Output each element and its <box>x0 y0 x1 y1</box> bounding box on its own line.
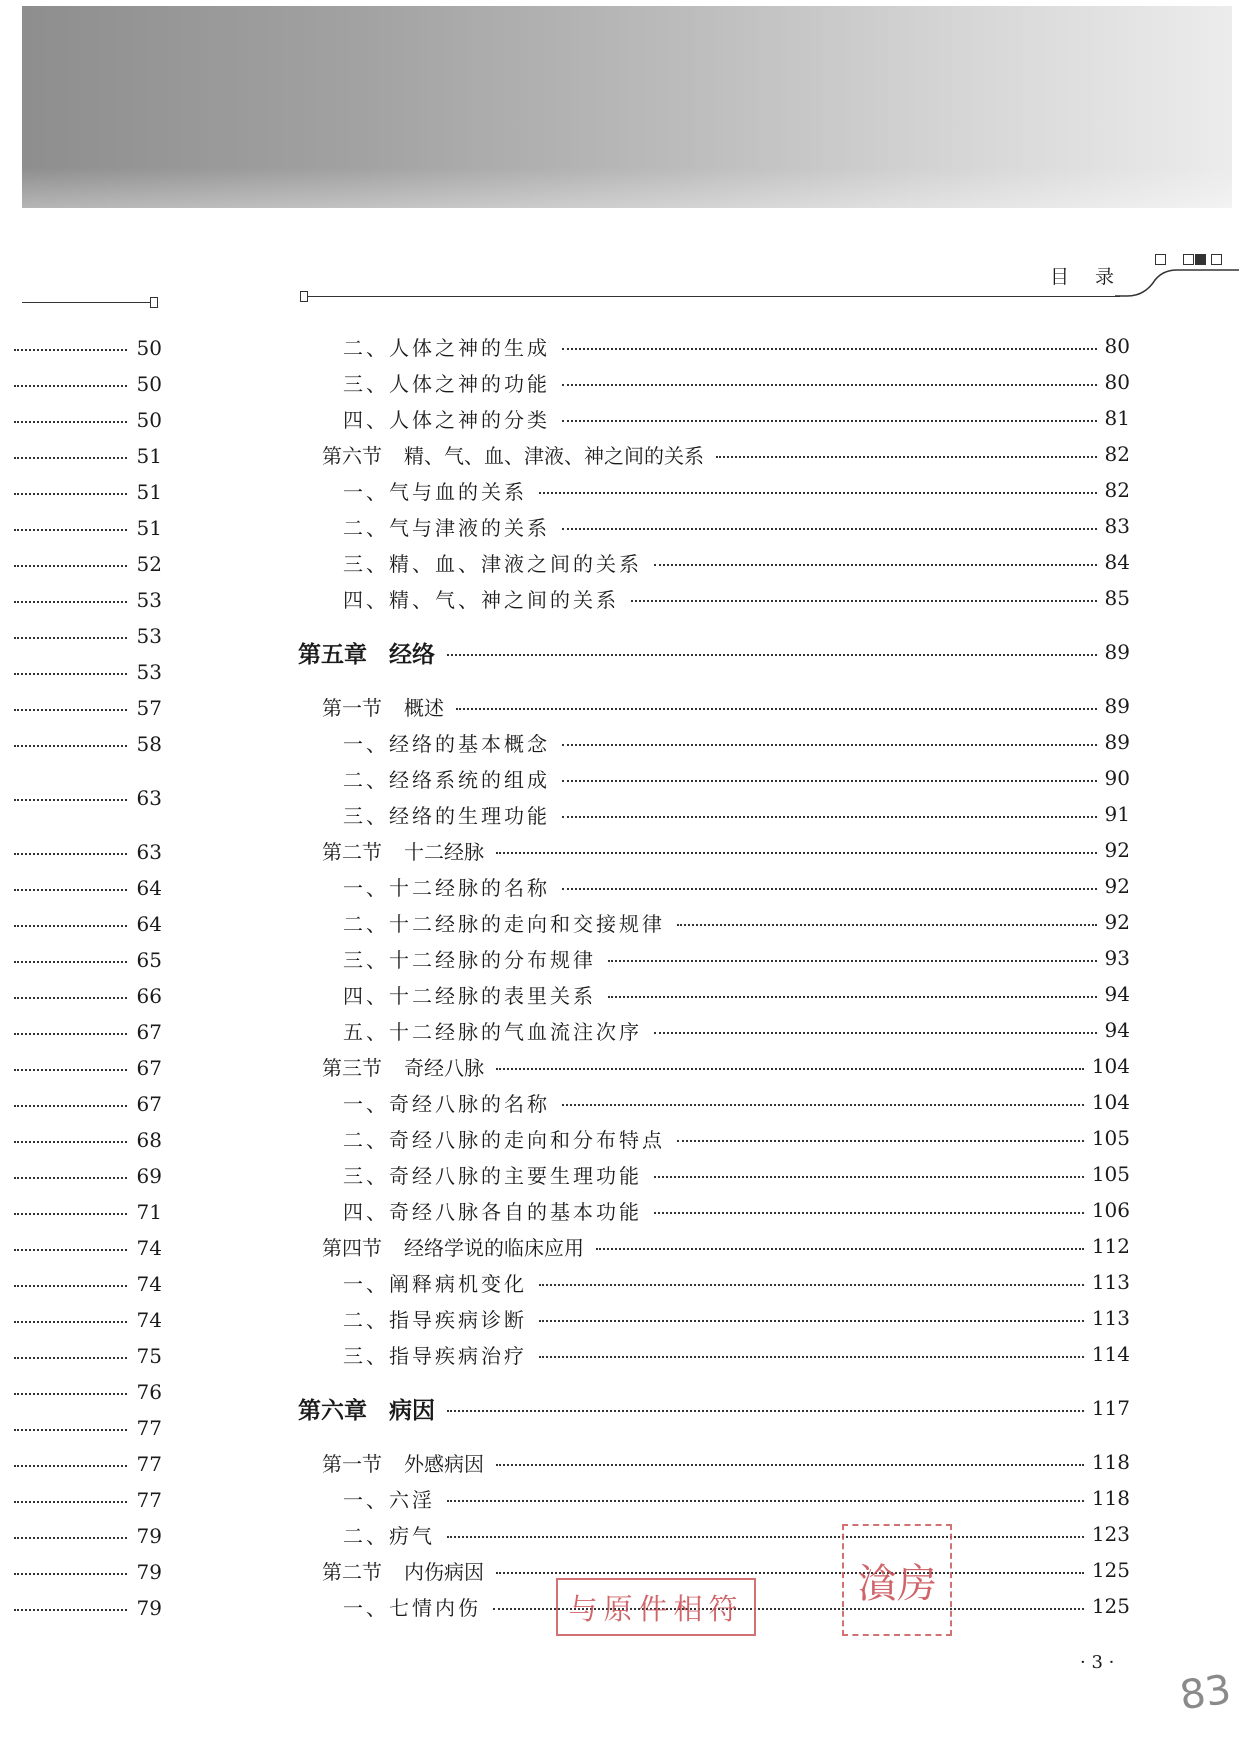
toc-item-title: 二、指导疾病诊断 <box>343 1307 527 1332</box>
toc-item-title: 三、奇经八脉的主要生理功能 <box>343 1163 642 1188</box>
left-page-number: 79 <box>136 1560 162 1584</box>
toc-item-title: 四、人体之神的分类 <box>343 407 550 432</box>
left-page-number: 67 <box>136 1056 162 1080</box>
toc-page-number: 105 <box>1091 1126 1130 1150</box>
left-page-number: 53 <box>136 588 162 612</box>
toc-item <box>343 1483 1130 1513</box>
leader-dots <box>654 1212 1084 1214</box>
left-page-number: 79 <box>136 1524 162 1548</box>
toc-item-title: 二、经络系统的组成 <box>343 767 550 792</box>
toc-item <box>343 871 1130 901</box>
toc-item <box>343 1267 1130 1297</box>
page-number: · 3 · <box>1080 1652 1115 1673</box>
toc-item-title: 三、十二经脉的分布规律 <box>343 947 596 972</box>
toc-chapter-title <box>298 636 435 669</box>
toc-section-number: 第六节 <box>322 443 382 468</box>
toc-item <box>343 1159 1130 1189</box>
left-page-number: 76 <box>136 1380 162 1404</box>
toc-chapter-number: 第六章 <box>298 1397 367 1424</box>
toc-section <box>322 835 1130 865</box>
toc-page-number: 125 <box>1091 1594 1130 1618</box>
toc-page-number: 104 <box>1091 1090 1130 1114</box>
left-page-number: 53 <box>136 624 162 648</box>
toc-page-number: 83 <box>1104 514 1130 538</box>
toc-page-number: 82 <box>1104 442 1130 466</box>
left-page-number: 67 <box>136 1020 162 1044</box>
left-page-number: 75 <box>136 1344 162 1368</box>
toc-item <box>343 763 1130 793</box>
toc-page-number: 94 <box>1104 982 1130 1006</box>
left-page-number: 71 <box>136 1200 162 1224</box>
toc-section <box>322 1447 1130 1477</box>
left-page-number: 63 <box>136 840 162 864</box>
toc-page-number: 113 <box>1091 1270 1130 1294</box>
toc-section <box>322 1231 1130 1261</box>
left-page-number: 74 <box>136 1272 162 1296</box>
toc-item <box>343 547 1130 577</box>
left-page-number: 77 <box>136 1452 162 1476</box>
toc-item <box>343 943 1130 973</box>
left-page-number: 52 <box>136 552 162 576</box>
toc-page-number: 81 <box>1104 406 1130 430</box>
toc-item <box>343 475 1130 505</box>
toc-item-title: 三、人体之神的功能 <box>343 371 550 396</box>
left-page-number: 74 <box>136 1308 162 1332</box>
toc-chapter-name: 经络 <box>389 641 435 668</box>
toc-item <box>343 1519 1130 1549</box>
left-page-number: 58 <box>136 732 162 756</box>
toc-item-title: 一、气与血的关系 <box>343 479 527 504</box>
left-page-number: 63 <box>136 786 162 810</box>
toc-item-title: 二、气与津液的关系 <box>343 515 550 540</box>
leader-dots <box>562 888 1097 890</box>
leader-dots <box>562 780 1097 782</box>
toc-page-number: 125 <box>1091 1558 1130 1582</box>
toc-item-title: 五、十二经脉的气血流注次序 <box>343 1019 642 1044</box>
left-page-number: 51 <box>136 480 162 504</box>
toc-item-title: 一、阐释病机变化 <box>343 1271 527 1296</box>
toc-page-number: 92 <box>1104 838 1130 862</box>
leader-dots <box>608 960 1097 962</box>
toc-page-number: 94 <box>1104 1018 1130 1042</box>
toc-item-title: 四、奇经八脉各自的基本功能 <box>343 1199 642 1224</box>
left-page-number: 51 <box>136 516 162 540</box>
toc-section-number: 第一节 <box>322 1451 382 1476</box>
leader-dots <box>716 456 1097 458</box>
page-title: 目 录 <box>1050 266 1125 288</box>
toc-section-number: 第二节 <box>322 839 382 864</box>
toc-item-title: 二、奇经八脉的走向和分布特点 <box>343 1127 665 1152</box>
left-page-number: 67 <box>136 1092 162 1116</box>
toc-page-number: 104 <box>1091 1054 1130 1078</box>
toc-section-name: 外感病因 <box>404 1451 484 1476</box>
toc-item <box>343 511 1130 541</box>
left-page-number: 74 <box>136 1236 162 1260</box>
left-page-number: 64 <box>136 876 162 900</box>
toc-section-title <box>322 692 444 721</box>
toc-item-title: 二、十二经脉的走向和交接规律 <box>343 911 665 936</box>
toc-page-number: 114 <box>1091 1342 1130 1366</box>
toc-item <box>343 367 1130 397</box>
left-page-number: 53 <box>136 660 162 684</box>
left-page-number: 50 <box>136 372 162 396</box>
toc-item <box>343 1087 1130 1117</box>
toc-section-title <box>322 1448 484 1477</box>
left-page-number: 65 <box>136 948 162 972</box>
toc-page-number: 91 <box>1104 802 1130 826</box>
leader-dots <box>562 1104 1084 1106</box>
left-page-number: 51 <box>136 444 162 468</box>
toc-page-number: 85 <box>1104 586 1130 610</box>
leader-dots <box>496 1068 1084 1070</box>
toc-section <box>322 691 1130 721</box>
toc-page-number: 89 <box>1104 730 1130 754</box>
toc-page-number: 89 <box>1104 640 1130 664</box>
toc-section-name: 内伤病因 <box>404 1559 484 1584</box>
toc-item-title: 四、精、气、神之间的关系 <box>343 587 619 612</box>
toc-section-title <box>322 1232 584 1261</box>
leader-dots <box>539 1356 1084 1358</box>
leader-dots <box>562 744 1097 746</box>
toc-chapter <box>298 1393 1130 1423</box>
toc-chapter <box>298 637 1130 667</box>
leader-dots <box>539 1284 1084 1286</box>
toc-item-title: 三、精、血、津液之间的关系 <box>343 551 642 576</box>
leader-dots <box>677 924 1097 926</box>
toc-page-number: 82 <box>1104 478 1130 502</box>
toc-item-title: 一、经络的基本概念 <box>343 731 550 756</box>
toc-item <box>343 403 1130 433</box>
leader-dots <box>447 1500 1084 1502</box>
toc-item-title: 一、十二经脉的名称 <box>343 875 550 900</box>
leader-dots <box>608 996 1097 998</box>
toc-page-number: 92 <box>1104 910 1130 934</box>
leader-dots <box>456 708 1097 710</box>
toc-section-name: 奇经八脉 <box>404 1055 484 1080</box>
toc-section-name: 精、气、血、津液、神之间的关系 <box>404 443 704 468</box>
toc-item <box>343 1123 1130 1153</box>
toc-item <box>343 907 1130 937</box>
seal-stamp: 㵅房 <box>842 1524 952 1636</box>
left-page-number: 69 <box>136 1164 162 1188</box>
toc-item <box>343 979 1130 1009</box>
toc-page-number: 92 <box>1104 874 1130 898</box>
toc-item <box>343 1195 1130 1225</box>
leader-dots <box>562 816 1097 818</box>
toc-section-number: 第四节 <box>322 1235 382 1260</box>
toc-section-title <box>322 1556 484 1585</box>
toc-section-name: 十二经脉 <box>404 839 484 864</box>
toc-section-number: 第二节 <box>322 1559 382 1584</box>
leader-dots <box>539 492 1097 494</box>
toc-page-number: 93 <box>1104 946 1130 970</box>
toc-item-title: 二、疠气 <box>343 1523 435 1548</box>
left-page-number: 66 <box>136 984 162 1008</box>
leader-dots <box>539 1320 1084 1322</box>
left-page-number: 50 <box>136 336 162 360</box>
toc-page-number: 118 <box>1091 1486 1130 1510</box>
toc-section-name: 经络学说的临床应用 <box>404 1235 584 1260</box>
toc-item-title: 二、人体之神的生成 <box>343 335 550 360</box>
leader-dots <box>562 528 1097 530</box>
toc-page-number: 80 <box>1104 370 1130 394</box>
toc-item <box>343 1339 1130 1369</box>
toc-section-title <box>322 440 704 469</box>
leader-dots <box>562 348 1097 350</box>
toc-section-number: 第一节 <box>322 695 382 720</box>
toc-page-number: 89 <box>1104 694 1130 718</box>
toc-section <box>322 439 1130 469</box>
toc-chapter-number: 第五章 <box>298 641 367 668</box>
toc-section-title <box>322 1052 484 1081</box>
toc-page-number: 123 <box>1091 1522 1130 1546</box>
leader-dots <box>677 1140 1084 1142</box>
leader-dots <box>496 1464 1084 1466</box>
left-page-number: 50 <box>136 408 162 432</box>
toc-item <box>343 331 1130 361</box>
leader-dots <box>596 1248 1084 1250</box>
toc-item <box>343 1303 1130 1333</box>
toc-item-title: 四、十二经脉的表里关系 <box>343 983 596 1008</box>
toc-page-number: 113 <box>1091 1306 1130 1330</box>
left-page-number: 68 <box>136 1128 162 1152</box>
leader-dots <box>562 420 1097 422</box>
leader-dots <box>447 1536 1084 1538</box>
toc-page-number: 117 <box>1091 1396 1130 1420</box>
left-page-number: 77 <box>136 1488 162 1512</box>
toc-item-title: 一、奇经八脉的名称 <box>343 1091 550 1116</box>
toc-item-title: 一、七情内伤 <box>343 1595 481 1620</box>
toc-chapter-title <box>298 1392 435 1425</box>
leader-dots <box>562 384 1097 386</box>
certification-stamp: 与原件相符 <box>556 1578 756 1636</box>
leader-dots <box>654 564 1097 566</box>
toc-section-number: 第三节 <box>322 1055 382 1080</box>
toc-section <box>322 1051 1130 1081</box>
toc-item-title: 一、六淫 <box>343 1487 435 1512</box>
toc-section-title <box>322 836 484 865</box>
toc-page-number: 106 <box>1091 1198 1130 1222</box>
left-page-number: 79 <box>136 1596 162 1620</box>
leader-dots <box>496 1572 1084 1574</box>
left-page-number: 57 <box>136 696 162 720</box>
toc-item-title: 三、指导疾病治疗 <box>343 1343 527 1368</box>
toc-section-name: 概述 <box>404 695 444 720</box>
toc-page-number: 84 <box>1104 550 1130 574</box>
leader-dots <box>496 852 1097 854</box>
leader-dots <box>631 600 1097 602</box>
leader-dots <box>447 654 1097 656</box>
toc-item <box>343 1015 1130 1045</box>
toc-page-number: 90 <box>1104 766 1130 790</box>
leader-dots <box>447 1410 1084 1412</box>
toc-page-number: 105 <box>1091 1162 1130 1186</box>
handwritten-page-note: 83 <box>1177 1666 1234 1720</box>
left-page-number: 77 <box>136 1416 162 1440</box>
toc-item <box>343 583 1130 613</box>
toc-page-number: 118 <box>1091 1450 1130 1474</box>
leader-dots <box>654 1032 1097 1034</box>
toc-page-number: 80 <box>1104 334 1130 358</box>
leader-dots <box>654 1176 1084 1178</box>
toc-page-number: 112 <box>1091 1234 1130 1258</box>
toc-chapter-name: 病因 <box>389 1397 435 1424</box>
toc-item <box>343 727 1130 757</box>
toc-item-title: 三、经络的生理功能 <box>343 803 550 828</box>
left-page-number: 64 <box>136 912 162 936</box>
toc-item <box>343 799 1130 829</box>
